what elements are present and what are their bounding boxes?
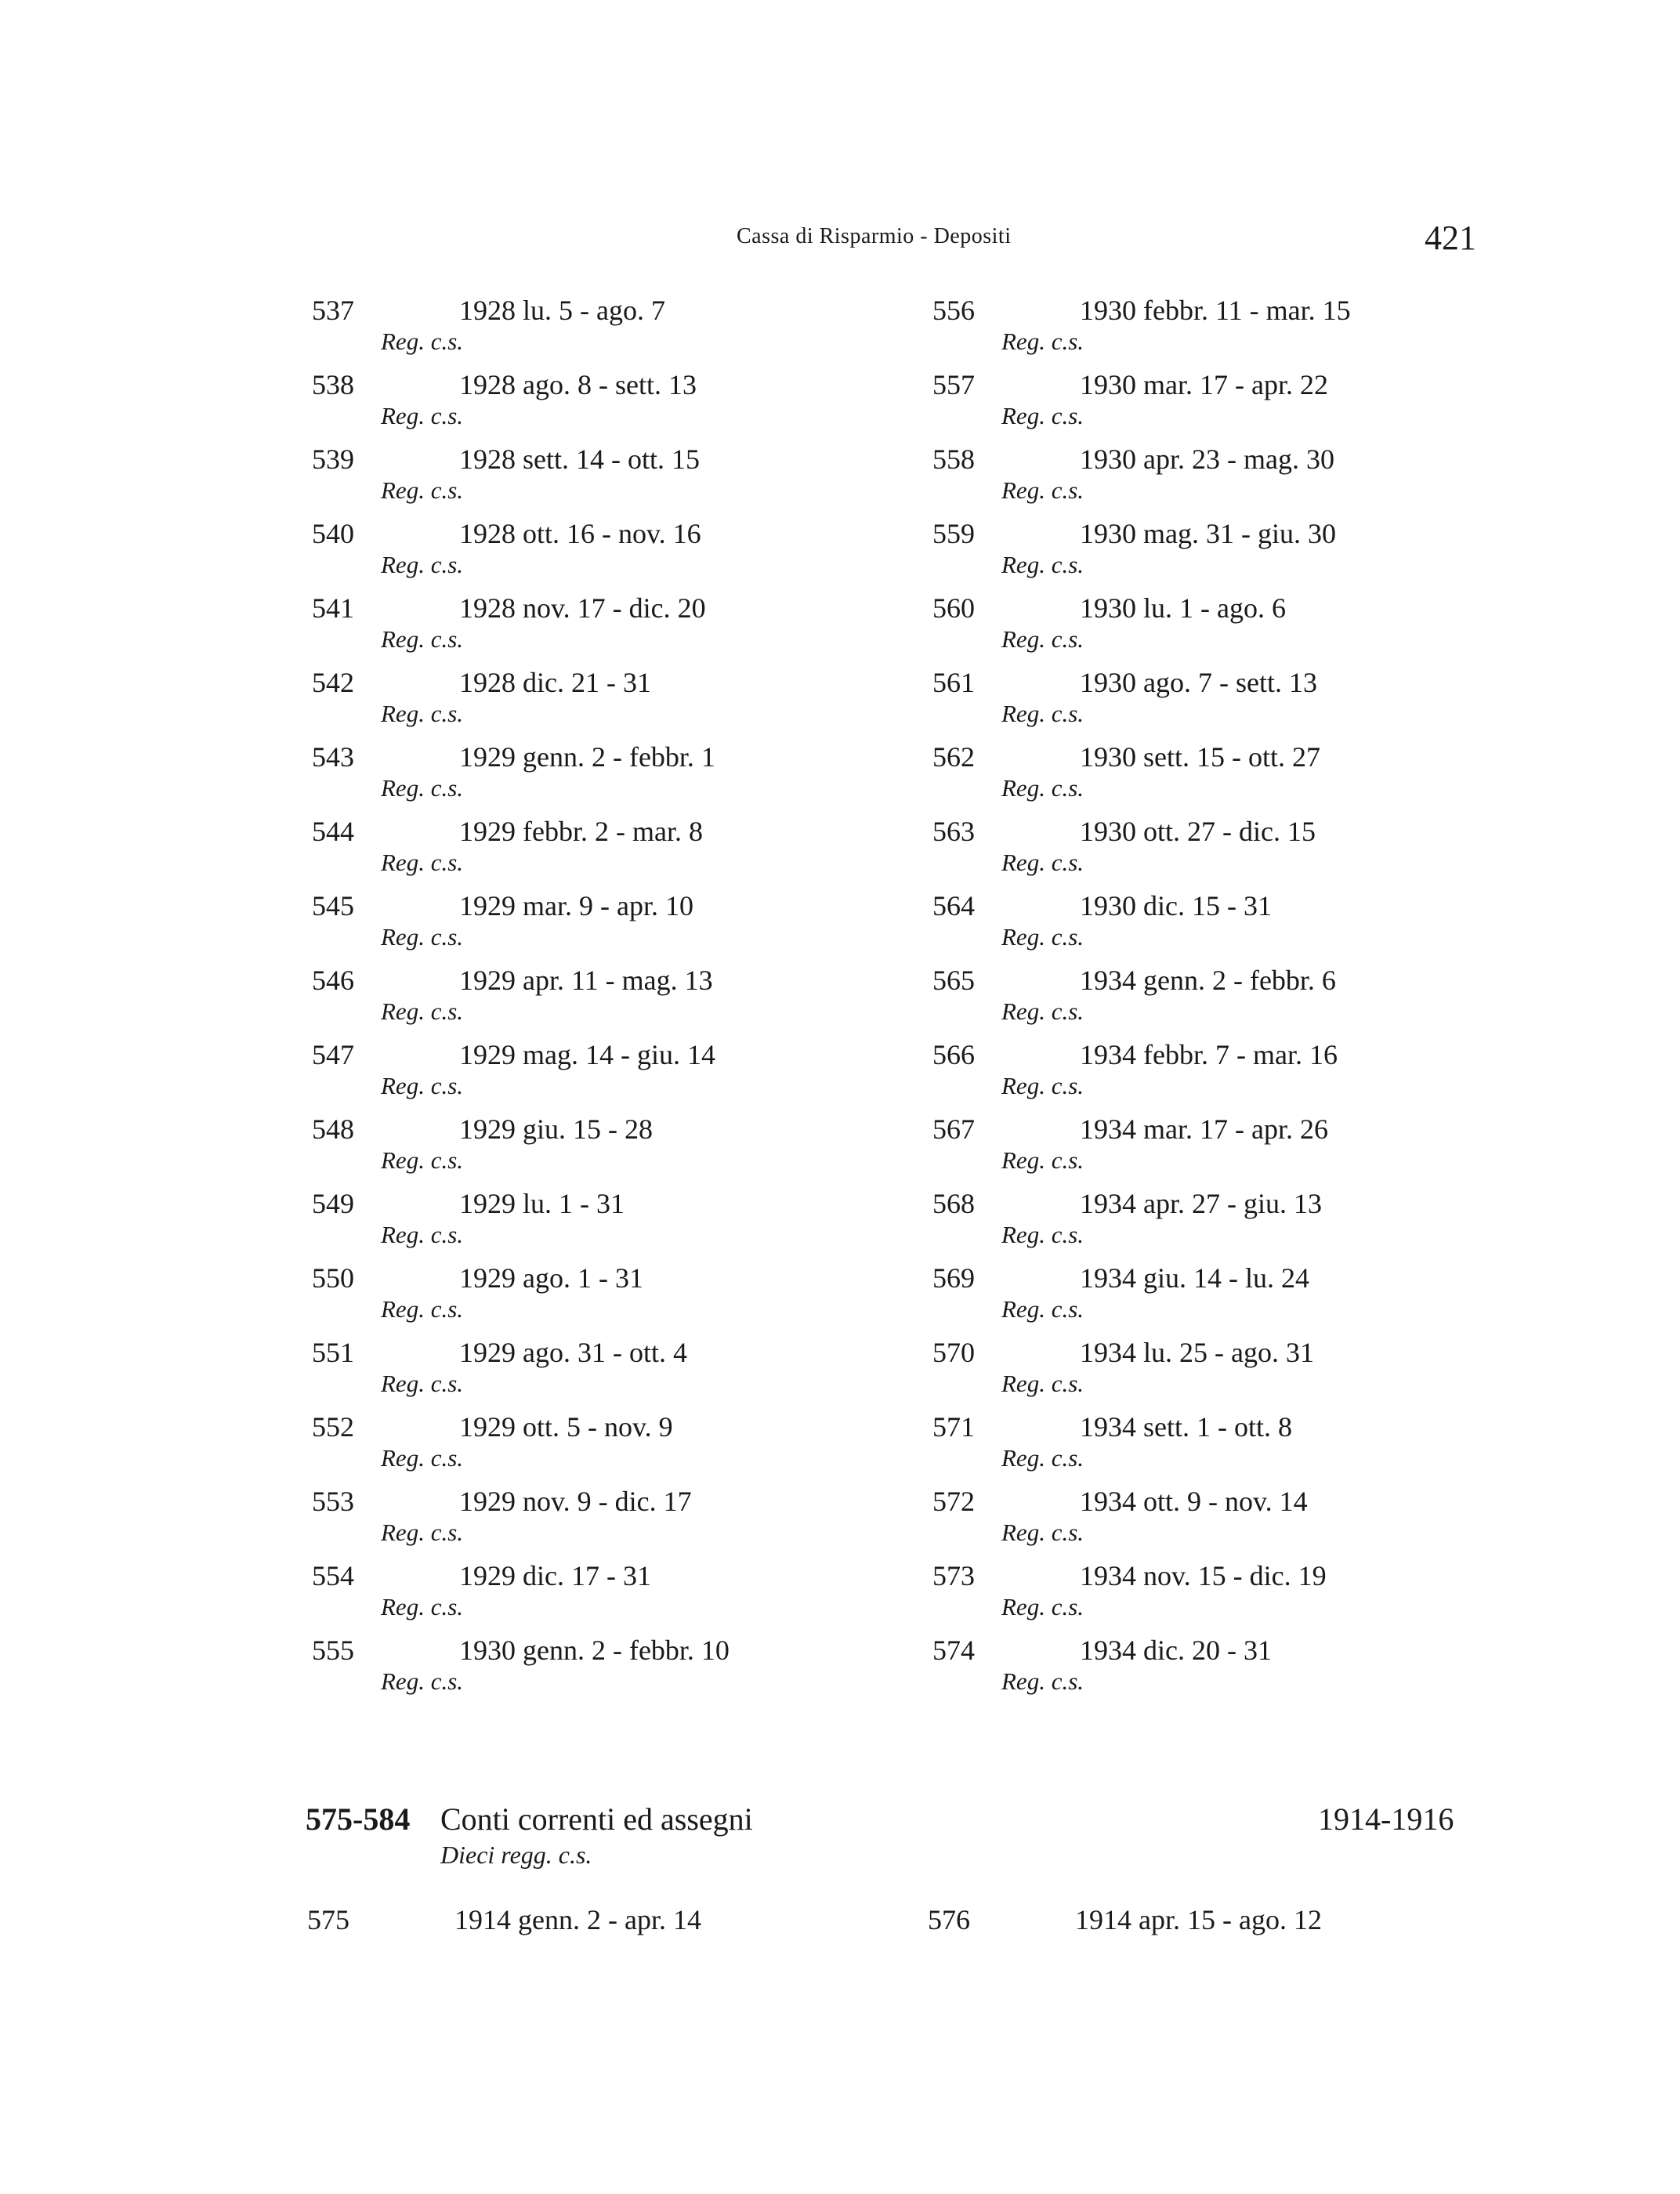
register-entry (932, 740, 1497, 814)
register-entry (312, 963, 876, 1037)
section-range: 575-584 (306, 1801, 411, 1837)
entry-dates: 1928 lu. 5 - ago. 7 (459, 295, 665, 326)
section-title: Conti correnti ed assegni (440, 1801, 753, 1837)
entry-number: 560 (932, 592, 975, 624)
entry-dates: 1929 ott. 5 - nov. 9 (459, 1411, 673, 1443)
entry-number: 558 (932, 444, 975, 475)
entry-description: Reg. c.s. (1001, 1519, 1084, 1546)
entry-dates: 1929 genn. 2 - febbr. 1 (459, 741, 715, 773)
entry-description: Reg. c.s. (1001, 476, 1084, 504)
entry-number: 551 (312, 1337, 354, 1368)
entry-dates: 1930 ago. 7 - sett. 13 (1080, 667, 1317, 698)
entry-description: Reg. c.s. (381, 700, 464, 727)
register-entry (312, 1261, 876, 1335)
entry-description: Reg. c.s. (381, 1444, 464, 1472)
entry-dates: 1934 dic. 20 - 31 (1080, 1635, 1272, 1666)
register-entry (312, 665, 876, 740)
entry-dates: 1934 nov. 15 - dic. 19 (1080, 1560, 1327, 1591)
register-entry (932, 889, 1497, 963)
entry-description: Reg. c.s. (381, 1146, 464, 1174)
register-entry (312, 1112, 876, 1186)
entry-description: Reg. c.s. (381, 1295, 464, 1323)
register-entry (312, 516, 876, 591)
register-entry (932, 293, 1497, 367)
entry-dates: 1929 mag. 14 - giu. 14 (459, 1039, 715, 1070)
entry-description: Reg. c.s. (381, 328, 464, 355)
register-entry (312, 1633, 876, 1707)
register-entry (932, 1559, 1497, 1633)
entry-number: 569 (932, 1262, 975, 1294)
register-entry (932, 367, 1497, 442)
entry-description: Reg. c.s. (1001, 328, 1084, 355)
entry-dates: 1928 dic. 21 - 31 (459, 667, 651, 698)
entry-description: Reg. c.s. (1001, 1370, 1084, 1397)
register-entry (312, 1037, 876, 1112)
entry-description: Reg. c.s. (1001, 625, 1084, 653)
entry-dates: 1928 sett. 14 - ott. 15 (459, 444, 700, 475)
entry-number: 545 (312, 890, 354, 921)
running-header: Cassa di Risparmio - Depositi (737, 224, 1012, 248)
entry-number: 574 (932, 1635, 975, 1666)
entry-description: Reg. c.s. (1001, 402, 1084, 429)
entry-dates: 1929 apr. 11 - mag. 13 (459, 965, 713, 996)
entry-number: 563 (932, 816, 975, 847)
register-entry (312, 367, 876, 442)
entry-description: Reg. c.s. (1001, 1221, 1084, 1248)
register-entry (932, 442, 1497, 516)
entry-description: Reg. c.s. (1001, 1593, 1084, 1620)
entry-dates: 1929 ago. 31 - ott. 4 (459, 1337, 687, 1368)
entry-description: Reg. c.s. (381, 1519, 464, 1546)
entry-number: 566 (932, 1039, 975, 1070)
entry-number: 573 (932, 1560, 975, 1591)
register-entry (312, 740, 876, 814)
entry-description: Reg. c.s. (1001, 1072, 1084, 1099)
register-entry (312, 442, 876, 516)
entry-dates: 1934 sett. 1 - ott. 8 (1080, 1411, 1292, 1443)
register-entry (312, 889, 876, 963)
entry-description: Reg. c.s. (1001, 1667, 1084, 1695)
register-entry (312, 1559, 876, 1633)
entry-number: 567 (932, 1113, 975, 1145)
entry-number: 568 (932, 1188, 975, 1219)
entry-description: Reg. c.s. (381, 1370, 464, 1397)
entry-description: Reg. c.s. (381, 1667, 464, 1695)
entry-number: 543 (312, 741, 354, 773)
entry-dates: 1930 apr. 23 - mag. 30 (1080, 444, 1334, 475)
register-entry (932, 963, 1497, 1037)
entry-description: Reg. c.s. (381, 923, 464, 950)
entry-number: 561 (932, 667, 975, 698)
entry-dates: 1929 ago. 1 - 31 (459, 1262, 643, 1294)
entry-description: Reg. c.s. (381, 1221, 464, 1248)
register-entry (932, 1112, 1497, 1186)
entry-number: 552 (312, 1411, 354, 1443)
entry-dates: 1929 nov. 9 - dic. 17 (459, 1486, 692, 1517)
register-entry (932, 1633, 1497, 1707)
entry-number: 546 (312, 965, 354, 996)
entry-dates: 1930 mag. 31 - giu. 30 (1080, 518, 1336, 549)
right-column (932, 293, 1497, 1707)
register-entry (312, 591, 876, 665)
register-entry (932, 1410, 1497, 1484)
section-years: 1914-1916 (1318, 1801, 1454, 1837)
entry-dates: 1934 lu. 25 - ago. 31 (1080, 1337, 1314, 1368)
entry-number: 570 (932, 1337, 975, 1368)
register-entry (312, 1186, 876, 1261)
entry-description: Reg. c.s. (381, 551, 464, 578)
entry-number: 562 (932, 741, 975, 773)
entry-description: Reg. c.s. (381, 402, 464, 429)
entry-dates: 1934 giu. 14 - lu. 24 (1080, 1262, 1309, 1294)
entry-description: Reg. c.s. (1001, 774, 1084, 802)
entry-dates: 1930 febbr. 11 - mar. 15 (1080, 295, 1351, 326)
entry-number: 537 (312, 295, 354, 326)
entry-number: 576 (928, 1904, 970, 1935)
entry-description: Reg. c.s. (381, 625, 464, 653)
entry-number: 557 (932, 369, 975, 400)
entry-dates: 1930 genn. 2 - febbr. 10 (459, 1635, 730, 1666)
entry-number: 542 (312, 667, 354, 698)
entry-dates: 1928 ott. 16 - nov. 16 (459, 518, 701, 549)
entry-dates: 1934 genn. 2 - febbr. 6 (1080, 965, 1336, 996)
entry-dates: 1930 ott. 27 - dic. 15 (1080, 816, 1316, 847)
entry-dates: 1934 ott. 9 - nov. 14 (1080, 1486, 1308, 1517)
entry-number: 572 (932, 1486, 975, 1517)
entry-number: 550 (312, 1262, 354, 1294)
entry-description: Reg. c.s. (381, 1593, 464, 1620)
entry-dates: 1929 mar. 9 - apr. 10 (459, 890, 693, 921)
entry-description: Reg. c.s. (1001, 551, 1084, 578)
register-entry (932, 516, 1497, 591)
register-entry (312, 293, 876, 367)
entry-dates: 1928 nov. 17 - dic. 20 (459, 592, 706, 624)
entry-number: 555 (312, 1635, 354, 1666)
entry-dates: 1934 febbr. 7 - mar. 16 (1080, 1039, 1338, 1070)
register-entry (312, 1410, 876, 1484)
register-entry (932, 1186, 1497, 1261)
entry-description: Reg. c.s. (1001, 1295, 1084, 1323)
entry-dates: 1914 genn. 2 - apr. 14 (454, 1904, 701, 1935)
entry-number: 539 (312, 444, 354, 475)
entry-description: Reg. c.s. (381, 774, 464, 802)
entry-number: 553 (312, 1486, 354, 1517)
entry-description: Reg. c.s. (381, 1072, 464, 1099)
entry-number: 559 (932, 518, 975, 549)
entry-description: Reg. c.s. (1001, 700, 1084, 727)
section-description: Dieci regg. c.s. (440, 1841, 592, 1869)
register-entry (932, 665, 1497, 740)
entry-dates: 1929 febbr. 2 - mar. 8 (459, 816, 703, 847)
entry-number: 564 (932, 890, 975, 921)
entry-number: 544 (312, 816, 354, 847)
entry-number: 565 (932, 965, 975, 996)
entry-number: 554 (312, 1560, 354, 1591)
entry-dates: 1934 apr. 27 - giu. 13 (1080, 1188, 1322, 1219)
entry-dates: 1928 ago. 8 - sett. 13 (459, 369, 697, 400)
entry-dates: 1930 dic. 15 - 31 (1080, 890, 1272, 921)
entry-number: 540 (312, 518, 354, 549)
left-column (312, 293, 876, 1707)
entry-dates: 1930 mar. 17 - apr. 22 (1080, 369, 1328, 400)
register-entry (312, 1335, 876, 1410)
register-entry (932, 1335, 1497, 1410)
entry-number: 571 (932, 1411, 975, 1443)
register-entry (932, 1261, 1497, 1335)
entry-description: Reg. c.s. (381, 849, 464, 876)
entry-description: Reg. c.s. (1001, 923, 1084, 950)
entry-dates: 1930 lu. 1 - ago. 6 (1080, 592, 1286, 624)
entry-dates: 1929 giu. 15 - 28 (459, 1113, 653, 1145)
register-entry (932, 591, 1497, 665)
entry-description: Reg. c.s. (381, 997, 464, 1025)
register-entry (932, 1037, 1497, 1112)
page-number: 421 (1425, 219, 1476, 257)
entry-number: 538 (312, 369, 354, 400)
entry-dates: 1929 lu. 1 - 31 (459, 1188, 625, 1219)
register-entry (932, 1484, 1497, 1559)
entry-dates: 1929 dic. 17 - 31 (459, 1560, 651, 1591)
entry-description: Reg. c.s. (1001, 849, 1084, 876)
register-entry (312, 1484, 876, 1559)
entry-dates: 1934 mar. 17 - apr. 26 (1080, 1113, 1328, 1145)
entry-number: 556 (932, 295, 975, 326)
entry-description: Reg. c.s. (1001, 1444, 1084, 1472)
entry-number: 548 (312, 1113, 354, 1145)
entry-dates: 1914 apr. 15 - ago. 12 (1075, 1904, 1322, 1935)
entry-number: 549 (312, 1188, 354, 1219)
entry-description: Reg. c.s. (1001, 1146, 1084, 1174)
entry-description: Reg. c.s. (1001, 997, 1084, 1025)
entry-number: 541 (312, 592, 354, 624)
entry-number: 575 (307, 1904, 349, 1935)
entry-dates: 1930 sett. 15 - ott. 27 (1080, 741, 1320, 773)
register-entry (312, 814, 876, 889)
entry-description: Reg. c.s. (381, 476, 464, 504)
register-entry (932, 814, 1497, 889)
entry-number: 547 (312, 1039, 354, 1070)
